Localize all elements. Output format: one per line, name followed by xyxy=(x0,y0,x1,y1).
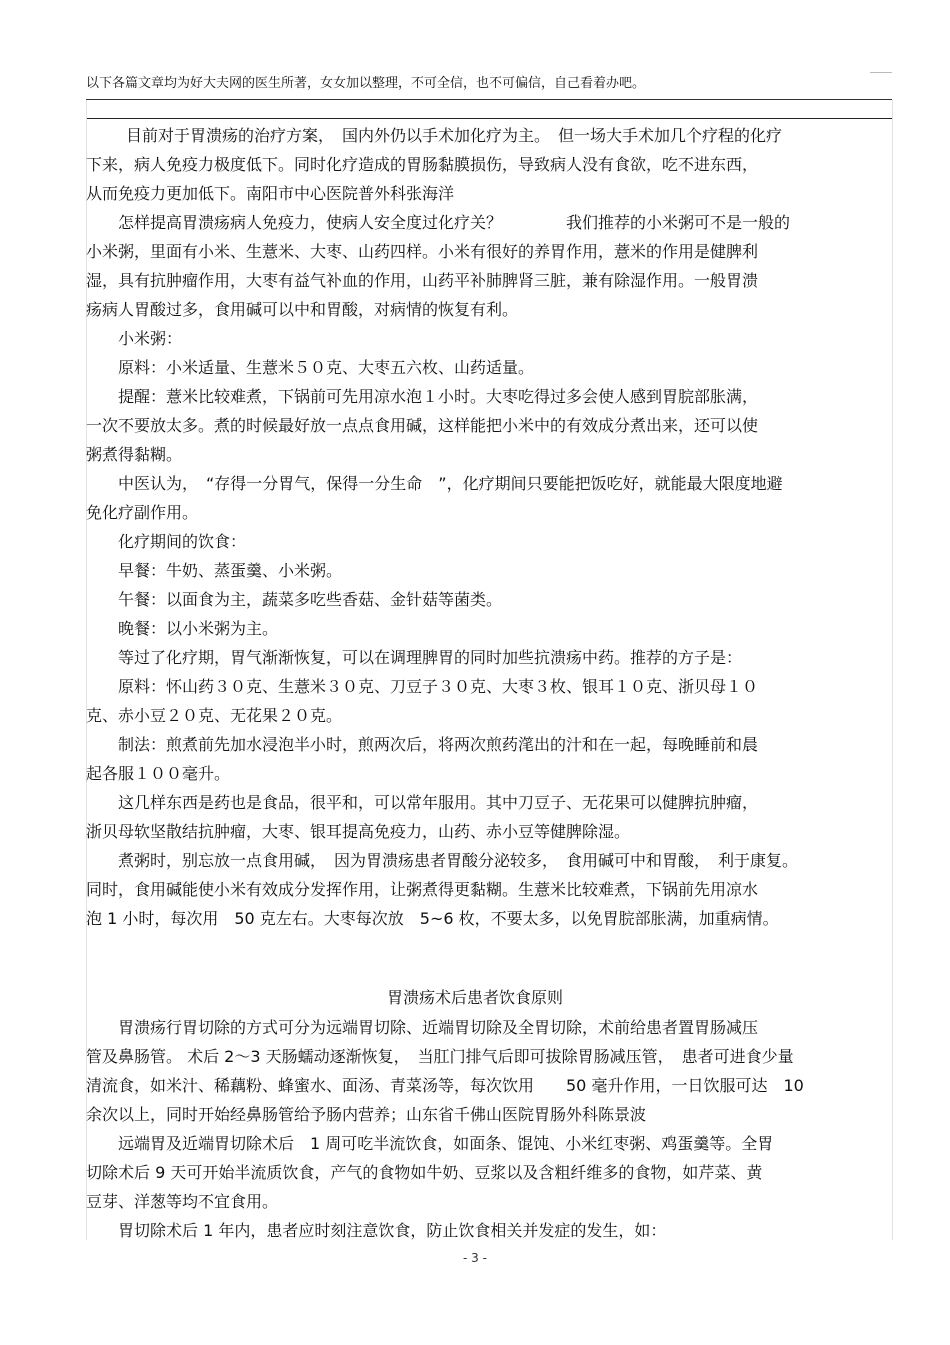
paragraph-line: 小米粥，里面有小米、生薏米、大枣、山药四样。小米有很好的养胃作用，薏米的作用是健脾利 xyxy=(86,242,759,261)
paragraph-line: 小米粥： xyxy=(118,329,183,348)
paragraph-line: 原料：小米适量、生薏米５０克、大枣五六枚、山药适量。 xyxy=(118,358,535,377)
paragraph-line: 浙贝母软坚散结抗肿瘤，大枣、银耳提高免疫力，山药、赤小豆等健脾除湿。 xyxy=(86,822,631,841)
paragraph-line: 这几样东西是药也是食品，很平和，可以常年服用。其中刀豆子、无花果可以健脾抗肿瘤， xyxy=(118,793,759,812)
paragraph-line: 粥煮得黏糊。 xyxy=(86,445,183,464)
header-rule xyxy=(86,99,892,100)
section-rule xyxy=(86,118,892,119)
paragraph-line: 晚餐：以小米粥为主。 xyxy=(118,619,279,638)
paragraph-line: 化疗期间的饮食： xyxy=(118,532,247,551)
right-margin-line xyxy=(892,100,893,1240)
page-number: - 3 - xyxy=(463,1251,487,1265)
paragraph-line: 泡 1 小时，每次用 50 克左右。大枣每次放 5~6 枚，不要太多，以免胃脘部胀满，加重病情。 xyxy=(86,909,779,928)
paragraph-line: 原料：怀山药３０克、生薏米３０克、刀豆子３０克、大枣３枚、银耳１０克、浙贝母１０ xyxy=(118,677,759,696)
paragraph-line: 下来，病人免疫力极度低下。同时化疗造成的胃肠黏膜损伤，导致病人没有食欲，吃不进东西， xyxy=(86,155,759,174)
paragraph-line: 胃切除术后 1 年内，患者应时刻注意饮食，防止饮食相关并发症的发生，如： xyxy=(118,1221,667,1240)
paragraph-line: 早餐：牛奶、蒸蛋羹、小米粥。 xyxy=(118,561,343,580)
paragraph-line: 免化疗副作用。 xyxy=(86,503,199,522)
paragraph-line: 管及鼻肠管。 术后 2～3 天肠蠕动逐渐恢复， 当肛门排气后即可拔除胃肠减压管， 患者可进食少量 xyxy=(86,1047,794,1066)
paragraph-line: 清流食，如米汁、稀藕粉、蜂蜜水、面汤、青菜汤等，每次饮用 50 毫升作用，一日饮服可达 10 xyxy=(86,1076,804,1095)
paragraph-line: 豆芽、洋葱等均不宜食用。 xyxy=(86,1192,279,1211)
paragraph-line: 余次以上，同时开始经鼻肠管给予肠内营养；山东省千佛山医院胃肠外科陈景波 xyxy=(86,1105,647,1124)
paragraph-line: 怎样提高胃溃疡病人免疫力，使病人安全度过化疗关？ 我们推荐的小米粥可不是一般的 xyxy=(118,213,791,232)
header-note: 以下各篇文章均为好大夫网的医生所著，女女加以整理，不可全信，也不可偏信，自己看着办吧。 xyxy=(86,76,646,91)
paragraph-line: 制法：煎煮前先加水浸泡半小时，煎两次后，将两次煎药滗出的汁和在一起，每晚睡前和晨 xyxy=(118,735,759,754)
paragraph-line: 从而免疫力更加低下。南阳市中心医院普外科张海洋 xyxy=(86,184,455,203)
paragraph-line: 一次不要放太多。煮的时候最好放一点点食用碱，这样能把小米中的有效成分煮出来，还可以使 xyxy=(86,416,759,435)
paragraph-line: 提醒：薏米比较难煮，下锅前可先用凉水泡１小时。大枣吃得过多会使人感到胃脘部胀满， xyxy=(118,387,759,406)
paragraph-line: 煮粥时，别忘放一点食用碱， 因为胃溃疡患者胃酸分泌较多， 食用碱可中和胃酸， 利于康复。 xyxy=(118,851,799,870)
paragraph-line: 目前对于胃溃疡的治疗方案， 国内外仍以手术加化疗为主。 但一场大手术加几个疗程的化疗 xyxy=(126,126,783,145)
paragraph-line: 同时，食用碱能使小米有效成分发挥作用，让粥煮得更黏糊。生薏米比较难煮，下锅前先用凉水 xyxy=(86,880,759,899)
paragraph-line: 远端胃及近端胃切除术后 1 周可吃半流饮食，如面条、馄饨、小米红枣粥、鸡蛋羹等。全胃 xyxy=(118,1134,774,1153)
paragraph-line: 中医认为， “存得一分胃气，保得一分生命 ”，化疗期间只要能把饭吃好，就能最大限度地避 xyxy=(118,474,783,493)
top-rule xyxy=(870,72,892,73)
article-2-title: 胃溃疡术后患者饮食原则 xyxy=(386,988,563,1007)
paragraph-line: 起各服１００毫升。 xyxy=(86,764,231,783)
paragraph-line: 等过了化疗期，胃气渐渐恢复，可以在调理脾胃的同时加些抗溃疡中药。推荐的方子是： xyxy=(118,648,743,667)
paragraph-line: 胃溃疡行胃切除的方式可分为远端胃切除、近端胃切除及全胃切除，术前给患者置胃肠减压 xyxy=(118,1018,759,1037)
paragraph-line: 切除术后 9 天可开始半流质饮食，产气的食物如牛奶、豆浆以及含粗纤维多的食物，如芹菜、黄 xyxy=(86,1163,763,1182)
paragraph-line: 湿，具有抗肿瘤作用，大枣有益气补血的作用，山药平补肺脾肾三脏，兼有除湿作用。一般胃溃 xyxy=(86,271,759,290)
paragraph-line: 克、赤小豆２０克、无花果２０克。 xyxy=(86,706,343,725)
paragraph-line: 午餐：以面食为主，蔬菜多吃些香菇、金针菇等菌类。 xyxy=(118,590,503,609)
paragraph-line: 疡病人胃酸过多，食用碱可以中和胃酸，对病情的恢复有利。 xyxy=(86,300,519,319)
